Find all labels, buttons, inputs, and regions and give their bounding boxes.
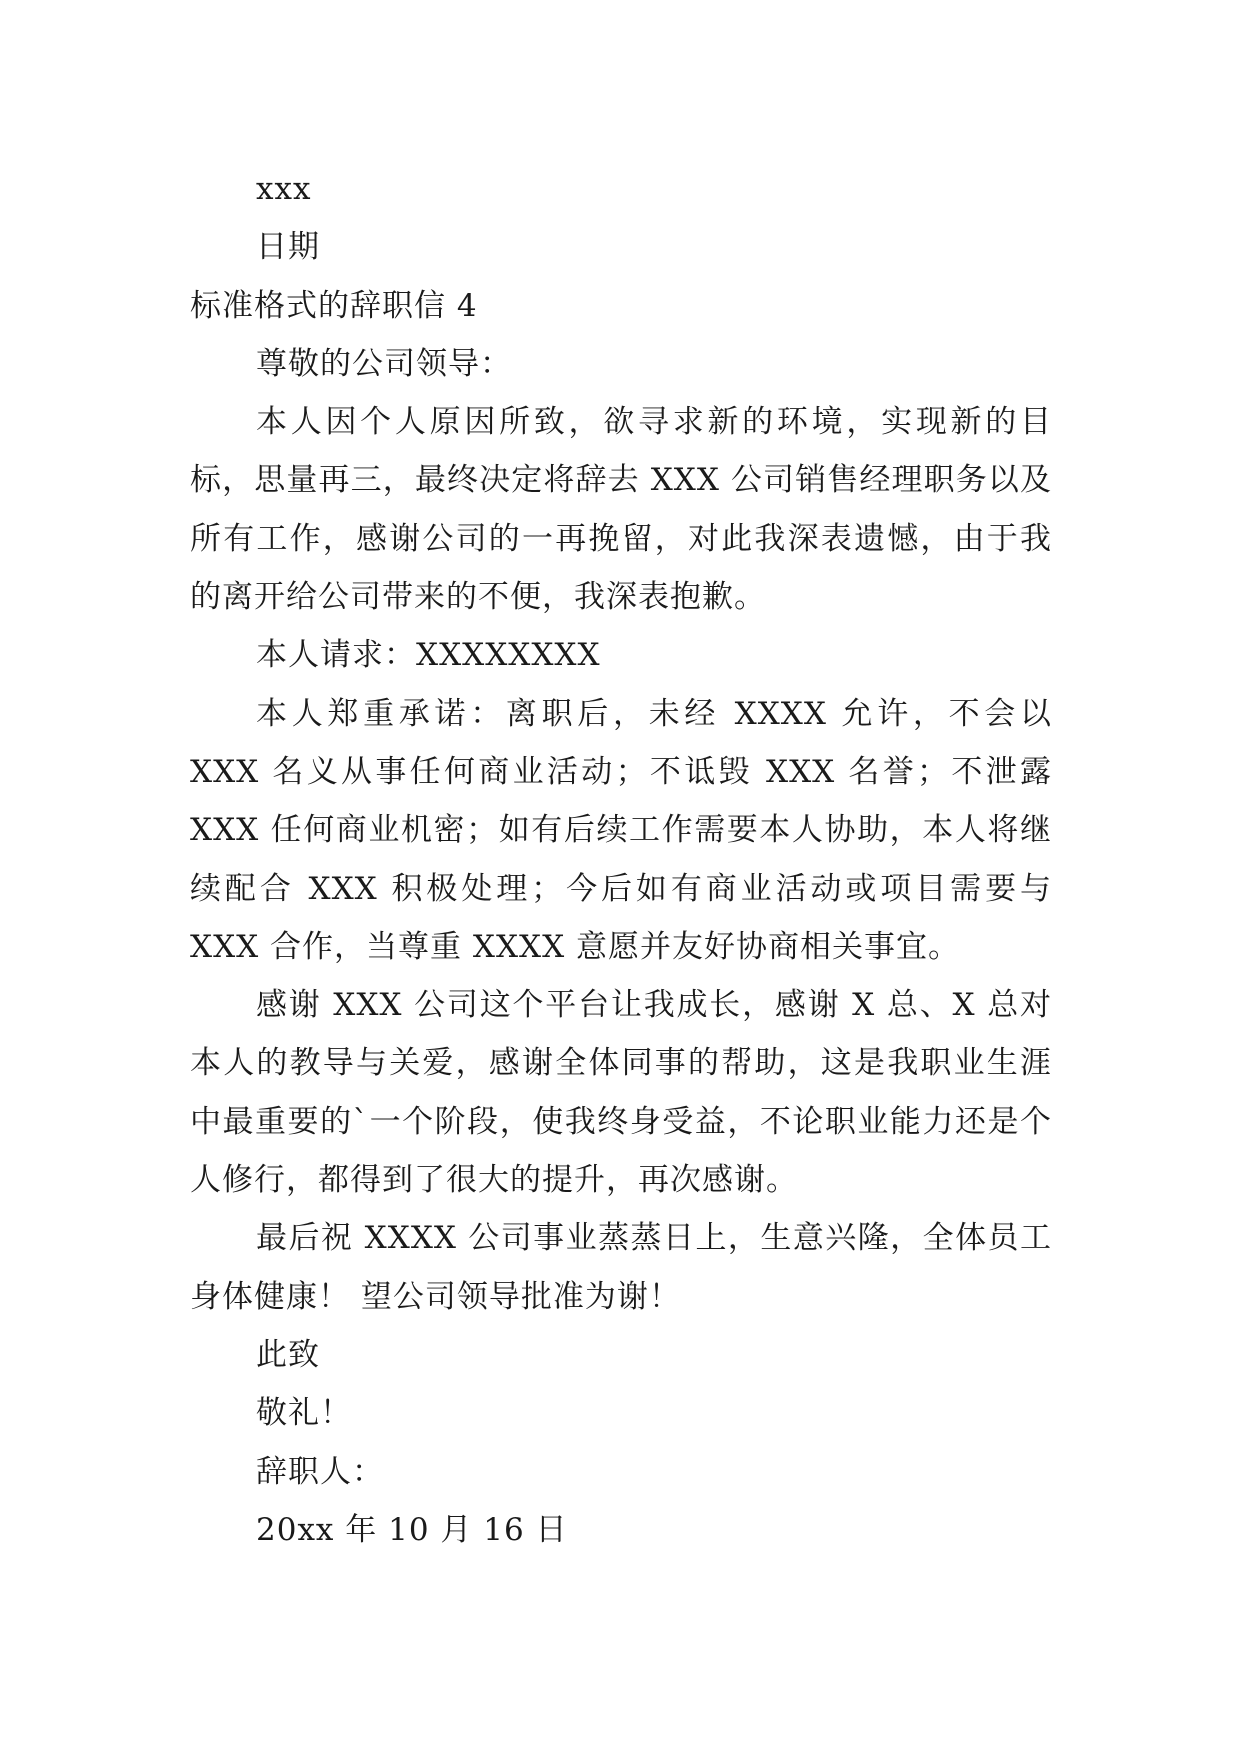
closing-ci-zhi: 此致 bbox=[256, 1336, 320, 1373]
salutation: 尊敬的公司领导： bbox=[256, 345, 512, 382]
letter-body bbox=[190, 160, 1052, 1559]
paragraph-wishes: 最后祝 XXXX 公司事业蒸蒸日上，生意兴隆，全体员工身体健康！ 望公司领导批准为谢！ bbox=[190, 1220, 1052, 1315]
letter-title: 标准格式的辞职信 4 bbox=[190, 287, 478, 324]
letter-date: 20xx 年 10 月 16 日 bbox=[256, 1511, 568, 1548]
paragraph-commitment: 本人郑重承诺：离职后，未经 XXXX 允许，不会以 XXX 名义从事任何商业活动；不诋毁 XXX 名誉；不泄露 XXX 任何商业机密；如有后续工作需要本人协助，本人将继续配合 XXX 积极处理；今后如有商业活动或项目需要与 XXX 合作，当尊重 XXXX 意愿并友好协商相关事宜。 bbox=[190, 695, 1052, 965]
previous-signature-date: 日期 bbox=[256, 229, 320, 266]
closing-jing-li: 敬礼！ bbox=[256, 1395, 352, 1432]
previous-signature-name: xxx bbox=[256, 171, 312, 207]
paragraph-request: 本人请求：XXXXXXXX bbox=[256, 637, 601, 674]
paragraph-reason: 本人因个人原因所致，欲寻求新的环境，实现新的目标，思量再三，最终决定将辞去 XXX 公司销售经理职务以及所有工作，感谢公司的一再挽留，对此我深表遗憾，由于我的离开给公司带来的不便，我深表抱歉。 bbox=[190, 404, 1052, 616]
paragraph-thanks: 感谢 XXX 公司这个平台让我成长，感谢 X 总、X 总对本人的教导与关爱，感谢全体同事的帮助，这是我职业生涯中最重要的`一个阶段，使我终身受益，不论职业能力还是个人修行，都得到了很大的提升，再次感谢。 bbox=[190, 987, 1052, 1199]
resigner-label: 辞职人： bbox=[256, 1453, 384, 1490]
